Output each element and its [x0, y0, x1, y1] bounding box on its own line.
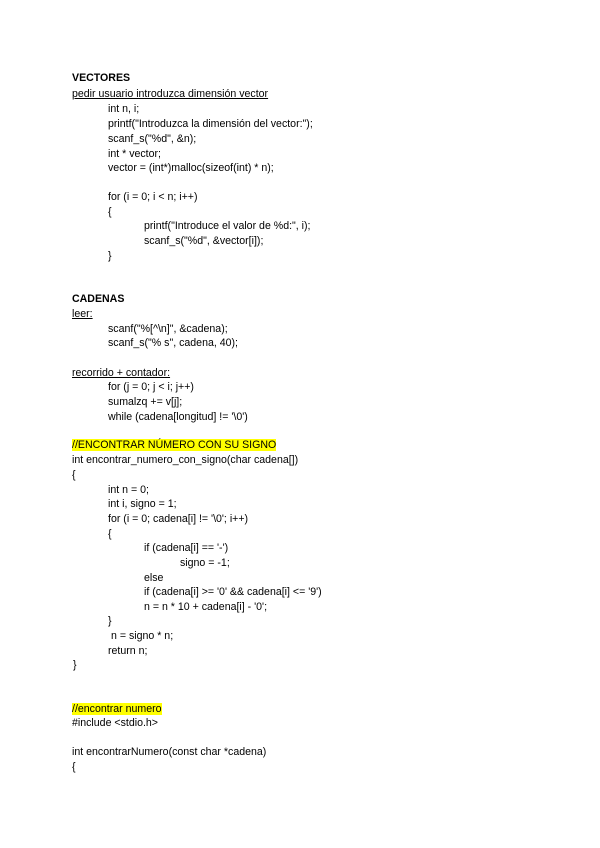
subheading-recorrido: recorrido + contador:	[72, 367, 171, 379]
code-line: printf("Introduzca la dimensión del vector:");	[108, 118, 313, 130]
code-line: {	[108, 206, 112, 218]
highlighted-comment-encontrar	[72, 702, 162, 717]
code-line: for (j = 0; j < i; j++)	[108, 381, 194, 393]
subheading-leer: leer:	[72, 308, 93, 320]
code-line: }	[73, 659, 77, 671]
subheading-pedir-usuario: pedir usuario introduzca dimensión vector	[72, 88, 269, 100]
highlighted-comment-signo	[72, 438, 276, 453]
code-line: #include <stdio.h>	[72, 717, 158, 729]
code-line: for (i = 0; cadena[i] != '\0'; i++)	[108, 513, 249, 525]
code-line: scanf("%[^\n]", &cadena);	[108, 323, 228, 335]
section-heading-vectores: VECTORES	[72, 72, 131, 84]
code-line: while (cadena[longitud] != '\0')	[108, 411, 248, 423]
code-line: int encontrarNumero(const char *cadena)	[72, 746, 267, 758]
code-line: int n, i;	[108, 103, 140, 115]
code-line: {	[72, 761, 76, 773]
code-line: signo = -1;	[180, 557, 230, 569]
code-line: scanf_s("% s", cadena, 40);	[108, 337, 239, 349]
code-line: {	[108, 528, 112, 540]
comment-text: //encontrar numero	[72, 703, 162, 715]
code-line: n = n * 10 + cadena[i] - '0';	[144, 601, 268, 613]
code-line: }	[108, 250, 112, 262]
code-line: if (cadena[i] == '-')	[144, 542, 229, 554]
code-line: printf("Introduce el valor de %d:", i);	[144, 220, 311, 232]
code-line: if (cadena[i] >= '0' && cadena[i] <= '9')	[144, 586, 322, 598]
code-line: sumalzq += v[j];	[108, 396, 183, 408]
code-line: {	[72, 469, 76, 481]
code-line: vector = (int*)malloc(sizeof(int) * n);	[108, 162, 274, 174]
code-line: return n;	[108, 645, 148, 657]
code-line: for (i = 0; i < n; i++)	[108, 191, 198, 203]
code-line: n = signo * n;	[111, 630, 174, 642]
comment-text: //ENCONTRAR NÚMERO CON SU SIGNO	[72, 439, 277, 451]
code-line: int i, signo = 1;	[108, 498, 177, 510]
section-heading-cadenas: CADENAS	[72, 293, 125, 305]
code-line: scanf_s("%d", &n);	[108, 133, 197, 145]
code-line: int n = 0;	[108, 484, 149, 496]
code-line: int encontrar_numero_con_signo(char cadena[])	[72, 454, 299, 466]
code-line: else	[144, 572, 164, 584]
code-line: scanf_s("%d", &vector[i]);	[144, 235, 264, 247]
code-line: int * vector;	[108, 148, 161, 160]
code-line: }	[108, 615, 112, 627]
